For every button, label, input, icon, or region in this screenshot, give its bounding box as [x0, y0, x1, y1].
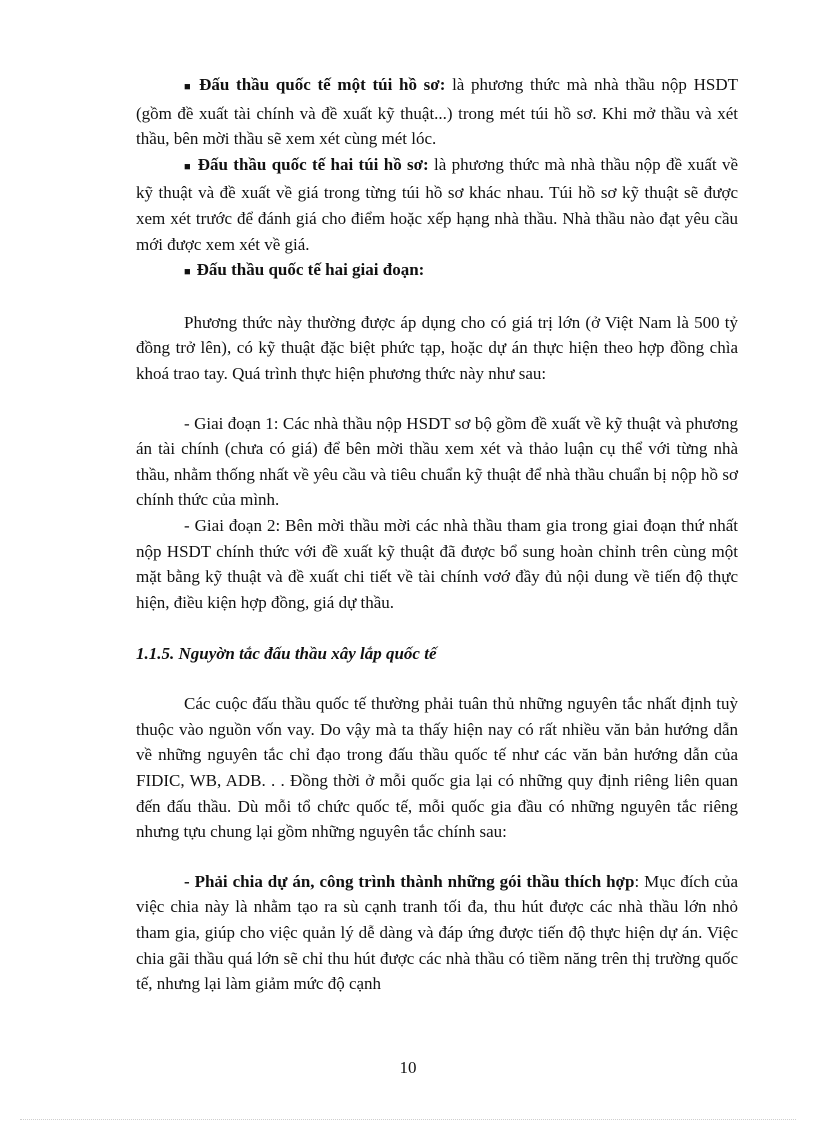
paragraph-two-envelope: [136, 152, 738, 257]
paragraph-stage-two: - Giai đoạn 2: Bên mời thầu mời các nhà thầu tham gia trong giai đoạn thứ nhất nộp HSDT chính thức với đề xuất kỹ thuật đã được bổ sung hoàn chỉnh trên cùng một mặt bằng kỹ thuật và đề xuất chi tiết về tài chính vơớ đầy đủ nội dung về tiến độ thực hiện, điều kiện hợp đồng, giá dự thầu.: [136, 515, 738, 612]
term-two-envelope: Đấu thầu quốc tế hai túi hồ sơ:: [197, 154, 429, 174]
square-bullet-icon: ■: [184, 266, 191, 279]
section-heading: 1.1.5. Nguyờn tắc đấu thầu xây lắp quốc tế: [136, 644, 437, 664]
square-bullet-icon: ■: [184, 81, 194, 93]
square-bullet-icon: ■: [184, 160, 192, 173]
principle-packages-text: : Mục đích của việc chia này là nhằm tạo ra sù cạnh tranh tối đa, thu hút được các nhà thầu lớn nhỏ tham gia, giúp cho việc quản lý dễ dàng và đáp ứng được tiến độ thực hiện dự án. Việc chia gãi thầu quá lớn sẽ chỉ thu hút được các nhà thầu có tiềm năng trên thị trường quốc tế, nhưng lại làm giảm mức độ cạnh: [136, 871, 738, 994]
paragraph-two-stage: [136, 257, 738, 286]
principle-packages-title: - Phải chia dự án, công trình thành những gói thầu thích hợp: [184, 871, 635, 891]
paragraph-stage-one: - Giai đoạn 1: Các nhà thầu nộp HSDT sơ bộ gồm đề xuất về kỹ thuật và phương án tài chính (chưa có giá) để bên mời thầu xem xét và thảo luận cụ thể với từng nhà thầu, nhằm thống nhất về yêu cầu và tiêu chuẩn kỹ thuật để nhà thầu chuẩn bị nộp hồ sơ chính thức của mình.: [136, 413, 738, 510]
paragraph-one-envelope: [136, 72, 738, 152]
term-one-envelope: Đấu thầu quốc tế một túi hồ sơ:: [199, 75, 446, 94]
term-two-stage: Đấu thầu quốc tế hai giai đoạn:: [196, 260, 425, 280]
definition-one-envelope: là phương thức mà nhà thầu nộp HSDT (gồm đề xuất tài chính và đề xuất kỹ thuật...) trong mét túi hồ sơ. Khi mở thầu và xét thầu, bên mời thầu sẽ xem xét cùng mét lóc.: [136, 75, 738, 149]
paragraph-principles-intro: Các cuộc đấu thầu quốc tế thường phải tuân thủ những nguyên tắc nhất định tuỳ thuộc vào nguồn vốn vay. Do vậy mà ta thấy hiện nay có rất nhiều văn bản hướng dẫn về những nguyên tắc chỉ đạo trong đấu thầu quốc tế như các văn bản hướng dẫn của FIDIC, WB, ADB. . . Đồng thời ở mỗi quốc gia lại có những quy định riêng liên quan đến đấu thầu. Dù mỗi tổ chức quốc tế, mỗi quốc gia đầu có những nguyên tắc riêng nhưng tựu chung lại gồm những nguyên tắc chính sau:: [136, 694, 738, 842]
definition-two-envelope: là phương thức mà nhà thầu nộp đề xuất về kỹ thuật và đề xuất về giá trong từng túi hồ sơ khác nhau. Túi hồ sơ kỹ thuật sẽ được xem xét trước để đánh giá cho điểm hoặc xếp hạng nhà thầu. Nhà thầu nào đạt yêu cầu mới được xem xét về giá.: [136, 154, 738, 254]
document-page: [136, 72, 738, 997]
footer-dotted-divider: [20, 1119, 796, 1120]
page-number: 10: [399, 1058, 417, 1077]
paragraph-two-stage-description: Phương thức này thường được áp dụng cho có giá trị lớn (ở Việt Nam là 500 tỷ đồng trở lên), có kỹ thuật đặc biệt phức tạp, hoặc dự án thực hiện theo hợp đồng chìa khoá trao tay. Quá trình thực hiện phương thức này như sau:: [136, 312, 738, 383]
paragraph-principle-packages: [136, 869, 738, 997]
